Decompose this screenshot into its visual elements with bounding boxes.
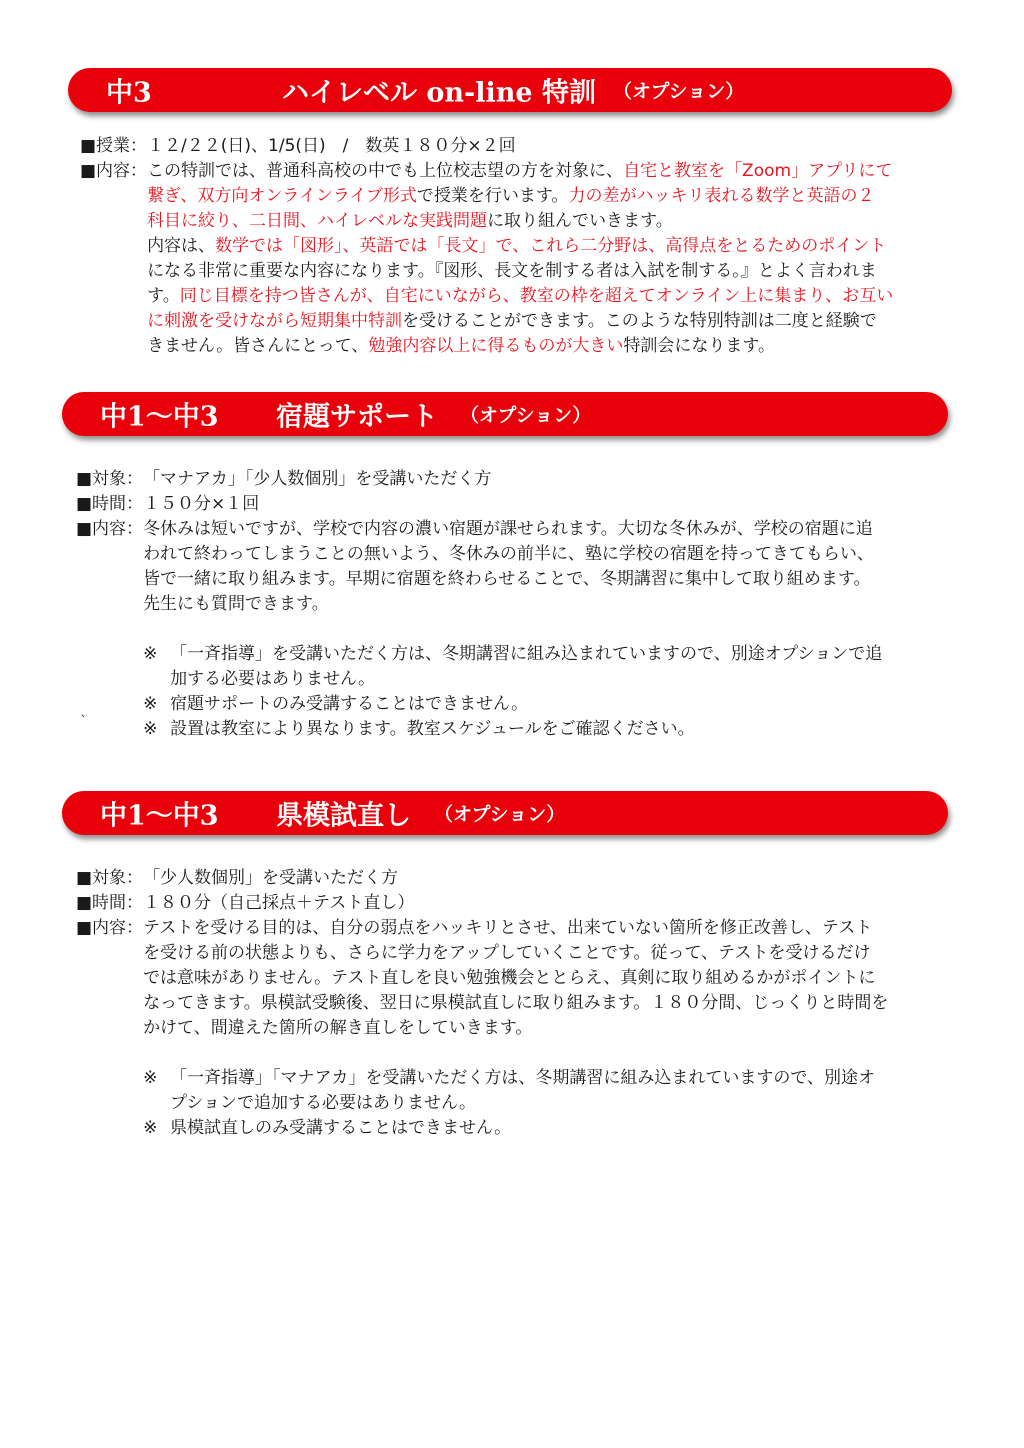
content-label: ■内容： (76, 918, 144, 938)
note-line: 「一斉指導」「マナアカ」を受講いただく方は、冬期講習に組み込まれていますので、別途オ (170, 1068, 876, 1088)
note-line: 設置は教室により異なります。教室スケジュールをご確認ください。 (170, 719, 695, 739)
content-line (147, 209, 893, 234)
content-line: を受ける前の状態よりも、さらに学力をアップしていくことです。従って、テストを受けるだけ (143, 943, 871, 963)
content-line: われて終わってしまうことの無いよう、冬休みの前半に、塾に学校の宿題を持ってきてもらい、 (143, 544, 874, 564)
note-line: 宿題サポートのみ受講することはできません。 (170, 694, 529, 714)
body-text: す。 (147, 286, 180, 306)
body-text: になる非常に重要な内容になります。『図形、長文を制する者は入試を制する。』とよく言われま (147, 261, 877, 281)
content-line (147, 334, 893, 359)
section3-body (76, 866, 956, 1141)
section3-time-row (76, 891, 956, 916)
section2-body (76, 467, 956, 742)
content-line (147, 284, 893, 309)
body-text: きません。皆さんにとって、 (147, 336, 369, 356)
body-text: 内容は、 (147, 236, 216, 256)
section1-title: ハイレベル on-line 特訓 (282, 77, 596, 109)
content-line: なってきます。県模試受験後、翌日に県模試直しに取り組みます。１８０分間、じっくりと時間を (143, 993, 889, 1013)
target-value: 「少人数個別」を受講いただく方 (143, 868, 399, 888)
section2-content (143, 517, 882, 742)
note-mark: ※ (143, 644, 158, 664)
content-line: 皆で一緒に取り組みます。早期に宿題を終わらせることで、冬期講習に集中して取り組めます。 (143, 569, 871, 589)
section1-banner (68, 68, 952, 112)
section1-class-row (80, 134, 960, 159)
body-text: この特訓では、普通科高校の中でも上位校志望の方を対象に、 (147, 161, 624, 181)
section2-grade: 中1～中3 (100, 401, 219, 433)
time-value: １８０分（自己採点＋テスト直し） (143, 893, 415, 913)
section2-target-row (76, 467, 956, 492)
section1-content (147, 159, 893, 359)
note-line: 県模試直しのみ受講することはできません。 (170, 1118, 512, 1138)
section2-banner (62, 392, 948, 436)
section3-title: 県模試直し (276, 800, 411, 832)
section3-content-row (76, 916, 956, 1141)
section1-body (80, 134, 960, 359)
content-line (147, 259, 893, 284)
note (143, 1066, 888, 1116)
body-text: 特訓会になります。 (623, 336, 776, 356)
class-label: ■授業： (80, 136, 148, 156)
note-line: プションで追加する必要はありません。 (170, 1093, 477, 1113)
highlight-text: 数学では「図形」、英語では「長文」で、これら二分野は、高得点をとるためのポイント (215, 236, 887, 256)
section2-content-row (76, 517, 956, 742)
note-mark: ※ (143, 719, 158, 739)
content-line (147, 159, 893, 184)
section1-grade: 中3 (106, 77, 152, 109)
time-value: １５０分×１回 (143, 494, 260, 514)
body-text: で授業を行います。 (416, 186, 569, 206)
content-line: では意味がありません。テスト直しを良い勉強機会ととらえ、真剣に取り組めるかがポイントに (143, 968, 876, 988)
body-text: に取り組んでいきます。 (487, 211, 673, 231)
note-line: 「一斉指導」を受講いただく方は、冬期講習に組み込まれていますので、別途オプションで追 (170, 644, 883, 664)
content-line: 冬休みは短いですが、学校で内容の濃い宿題が課せられます。大切な冬休みが、学校の宿題に追 (143, 519, 873, 539)
section3-option: （オプション） (434, 803, 566, 826)
note-mark: ※ (143, 1068, 158, 1088)
content-label: ■内容： (76, 519, 144, 539)
section3-target-row (76, 866, 956, 891)
target-label: ■対象： (76, 469, 144, 489)
highlight-text: 繋ぎ、双方向オンラインライブ形式 (147, 186, 417, 206)
stray-mark: ` (80, 714, 87, 730)
content-label: ■内容： (80, 161, 148, 181)
section2-title: 宿題サポート (276, 401, 438, 433)
section3-content (143, 916, 888, 1141)
highlight-text: 同じ目標を持つ皆さんが、自宅にいながら、教室の枠を超えてオンライン上に集まり、お互い (179, 286, 894, 306)
highlight-text: 自宅と教室を「Zoom」アプリにて (623, 161, 893, 181)
content-line (147, 234, 893, 259)
highlight-text: に刺激を受けながら短期集中特訓 (147, 311, 403, 331)
target-label: ■対象： (76, 868, 144, 888)
section2-option: （オプション） (460, 404, 592, 427)
body-text: を受けることができます。このような特別特訓は二度と経験で (402, 311, 877, 331)
note (143, 642, 882, 692)
highlight-text: 科目に絞り、二日間、ハイレベルな実践問題 (147, 211, 488, 231)
section1-option: （オプション） (613, 80, 745, 103)
note (143, 717, 882, 742)
content-line (147, 184, 893, 209)
target-value: 「マナアカ」「少人数個別」を受講いただく方 (143, 469, 492, 489)
note (143, 692, 882, 717)
note-mark: ※ (143, 1118, 158, 1138)
highlight-text: 勉強内容以上に得るものが大きい (368, 336, 624, 356)
content-line (147, 309, 893, 334)
note-mark: ※ (143, 694, 158, 714)
section3-grade: 中1～中3 (100, 800, 219, 832)
time-label: ■時間： (76, 494, 144, 514)
highlight-text: 力の差がハッキリ表れる数学と英語の２ (568, 186, 875, 206)
section1-content-row (80, 159, 960, 359)
content-line: テストを受ける目的は、自分の弱点をハッキリとさせ、出来ていない箇所を修正改善し、テスト (143, 918, 873, 938)
note-line: 加する必要はありません。 (170, 669, 376, 689)
note (143, 1116, 888, 1141)
section3-banner (62, 791, 948, 835)
section2-time-row (76, 492, 956, 517)
class-value: １２/２２(日)、1/5(日) / 数英１８０分×２回 (147, 136, 516, 156)
content-line: 先生にも質問できます。 (143, 594, 329, 614)
time-label: ■時間： (76, 893, 144, 913)
content-line: かけて、間違えた箇所の解き直しをしていきます。 (143, 1018, 533, 1038)
